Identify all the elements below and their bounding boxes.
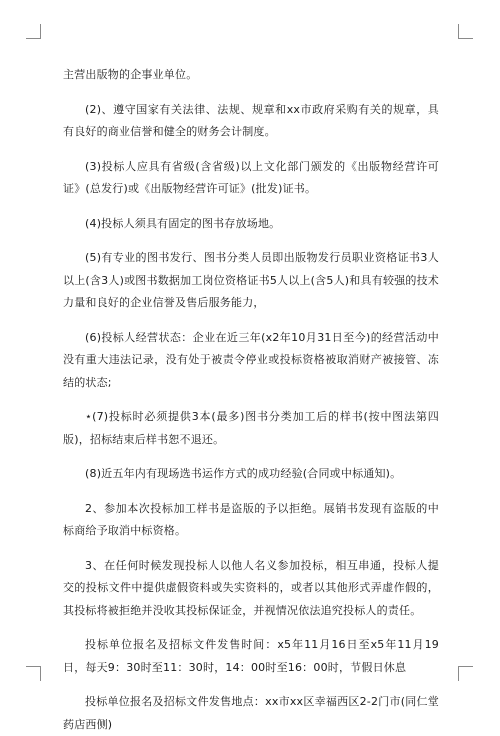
paragraph-sale-location: 投标单位报名及招标文件发售地点：xx市xx区幸福西区2-2门市(同仁堂药店西侧) [63,695,439,731]
paragraph-item-5: (5)有专业的图书发行、图书分类人员即出版物发行员职业资格证书3人以上(含3人)或图书数据加工岗位资格证书5人以上(含5人)和具有较强的技术力量和良好的企业信誉及售后服务能力， [63,251,439,309]
crop-mark-top-left [26,24,41,39]
crop-mark-bottom-left [26,666,41,681]
document-body [63,64,439,736]
crop-mark-bottom-right [458,666,473,681]
paragraph-item-4: (4)投标人须具有固定的图书存放场地。 [85,216,281,230]
paragraph-item-2: (2)、遵守国家有关法律、法规、规章和xx市政府采购有关的规章，具有良好的商业信誉和健全的财务会计制度。 [63,102,439,138]
paragraph-sale-time: 投标单位报名及招标文件发售时间：x5年11月16日至x5年11月19日，每天9：30时至11：30时，14：00时至16：00时，节假日休息 [63,638,439,674]
paragraph-item-6: (6)投标人经营状态：企业在近三年(x2年10月31日至今)的经营活动中没有重大违法记录，没有处于被责令停业或投标资格被取消财产被接管、冻结的状态; [63,330,439,389]
paragraph-item-8: (8)近五年内有现场选书运作方式的成功经验(合同或中标通知)。 [85,467,402,480]
paragraph-section-3: 3、在任何时候发现投标人以他人名义参加投标，相互串通，投标人提交的投标文件中提供虚假资料或失实资料的，或者以其他形式弄虚作假的，其投标将被拒绝并没收其投标保证金，并视情况依法追究投标人的责任。 [63,558,439,617]
paragraph-item-7: ⋆(7)投标时必须提供3本(最多)图书分类加工后的样书(按中图法第四版)，招标结束后样书恕不退还。 [63,410,439,446]
crop-mark-top-right [458,24,473,39]
paragraph-section-2: 2、参加本次投标加工样书是盗版的予以拒绝。展销书发现有盗版的中标商给予取消中标资格。 [63,501,439,537]
paragraph-item-3: (3)投标人应具有省级(含省级)以上文化部门颁发的《出版物经营许可证》(总发行)或《出版物经营许可证》(批发)证书。 [63,159,439,195]
paragraph-continuation: 主营出版物的企事业单位。 [63,68,198,81]
